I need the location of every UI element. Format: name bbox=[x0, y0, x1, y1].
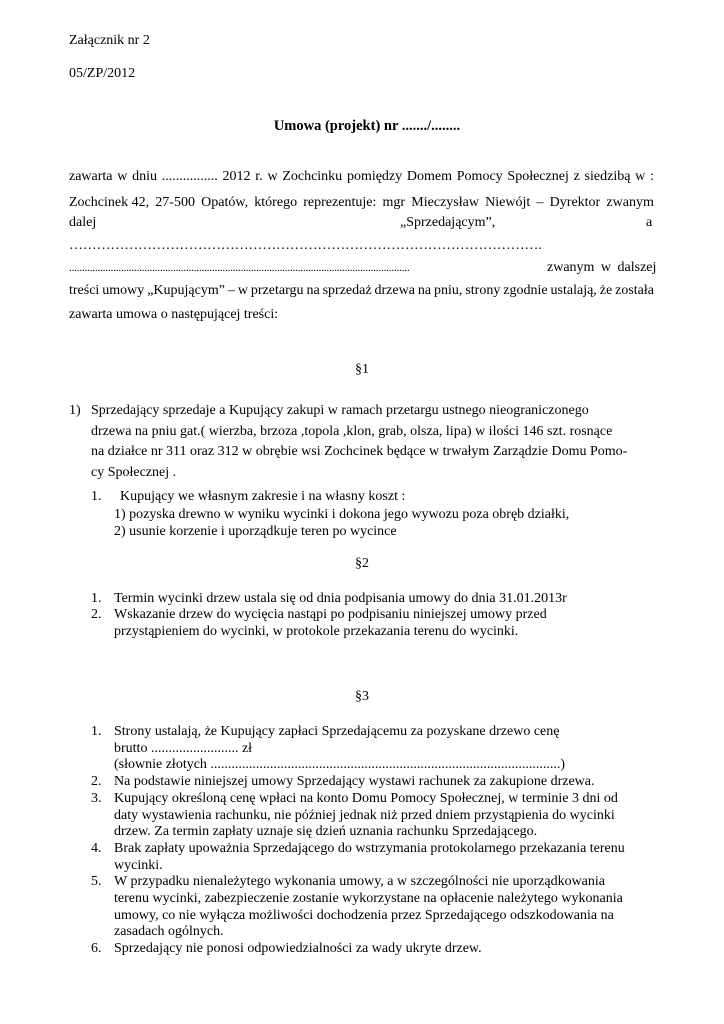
word: – bbox=[227, 283, 235, 298]
word: zwanym bbox=[606, 195, 654, 210]
word: treści bbox=[69, 283, 100, 298]
word: „Kupującym” bbox=[147, 283, 225, 298]
word: ustalają, bbox=[550, 283, 597, 298]
section-3-heading: §3 bbox=[355, 689, 369, 704]
word: reprezentuje: bbox=[303, 195, 377, 210]
word: pniu, bbox=[434, 283, 463, 298]
document-title: Umowa (projekt) nr ......./........ bbox=[273, 118, 461, 134]
section-3-item-line: Brak zapłaty upoważnia Sprzedającego do wstrzymania protokolarnego przekazania terenu bbox=[114, 841, 625, 856]
word: przetargu bbox=[250, 283, 304, 298]
word: Dyrektor bbox=[549, 195, 601, 210]
word: ................ bbox=[161, 169, 218, 184]
section-1-item-1-line: drzewa na pniu gat.( wierzba, brzoza ,topola ,klon, grab, olsza, lipa) w ilości 146 szt. rosnące bbox=[91, 424, 613, 439]
word: r. bbox=[255, 169, 263, 184]
section-1-item-2-line: 2) usunie korzenie i uporządkuje teren po wycince bbox=[114, 524, 397, 539]
word: na bbox=[417, 283, 432, 298]
intro-line-5-dots: ................................................................................................................................... bbox=[69, 262, 410, 274]
section-1-item-1-line: na działce nr 311 oraz 312 w obrębie wsi Zochcinek będące w trwałym Zarządzie Domu Pomo- bbox=[91, 444, 628, 459]
section-3-item-number: 6. bbox=[91, 941, 102, 956]
word: Pomocy bbox=[456, 169, 503, 184]
section-3-item-line: Na podstawie niniejszej umowy Sprzedający wystawi rachunek za zakupione drzewa. bbox=[114, 774, 595, 789]
section-2-item-line: przystąpieniem do wycinki, w protokole przekazania terenu do wycinki. bbox=[114, 624, 519, 639]
section-3-item-line: (słownie złotych ....................................................................................................) bbox=[114, 757, 566, 772]
section-3-item-number: 1. bbox=[91, 724, 102, 739]
section-2-item-number: 1. bbox=[91, 591, 102, 606]
section-3-item-number: 5. bbox=[91, 874, 102, 889]
section-1-item-2-line: Kupujący we własnym zakresie i na własny koszt : bbox=[120, 489, 406, 504]
attachment-label: Załącznik nr 2 bbox=[69, 33, 150, 48]
intro-line-6 bbox=[69, 283, 654, 299]
intro-line-1 bbox=[69, 169, 654, 185]
word: w bbox=[237, 283, 248, 298]
word: Domem bbox=[406, 169, 453, 184]
intro-line-3-middle: „Sprzedającym”, bbox=[400, 215, 496, 230]
section-3-item-line: W przypadku nienależytego wykonania umowy, a w szczególności nie uporządkowania bbox=[114, 874, 605, 889]
section-3-item-line: brutto ......................... zł bbox=[114, 741, 253, 756]
word: w bbox=[267, 169, 278, 184]
word: umowy bbox=[102, 283, 145, 298]
word: sprzedaż bbox=[322, 283, 372, 298]
intro-line-3-right: a bbox=[646, 215, 653, 230]
word: dniu bbox=[132, 169, 158, 184]
section-3-item-line: umowy, co nie wyłącza możliwości dochodzenia przez Sprzedającego odszkodowania na bbox=[114, 908, 614, 923]
word: Niewójt bbox=[485, 195, 531, 210]
section-3-item-line: drzew. Za termin zapłaty uznaje się dzień uznania rachunku Sprzedającego. bbox=[114, 824, 538, 839]
word: mgr bbox=[382, 195, 406, 210]
reference-number: 05/ZP/2012 bbox=[69, 66, 136, 81]
word: w bbox=[635, 169, 646, 184]
word: strony bbox=[465, 283, 501, 298]
word: w bbox=[117, 169, 128, 184]
word: 27-500 bbox=[155, 195, 195, 210]
section-1-item-1-line: cy Społecznej . bbox=[91, 465, 177, 480]
word: Mieczysław bbox=[411, 195, 479, 210]
section-3-item-line: Strony ustalają, że Kupujący zapłaci Sprzedającemu za pozyskane drzewo cenę bbox=[114, 724, 560, 739]
word: siedzibą bbox=[584, 169, 631, 184]
section-2-item-line: Termin wycinki drzew ustala się od dnia podpisania umowy do dnia 31.01.2013r bbox=[114, 591, 567, 606]
section-3-item-number: 2. bbox=[91, 774, 102, 789]
word: Społecznej bbox=[507, 169, 569, 184]
section-1-heading: §1 bbox=[355, 362, 369, 377]
word: drzewa bbox=[374, 283, 415, 298]
section-3-item-line: daty wystawienia rachunku, nie później jednak niż przed dniem przystąpienia do wycinki bbox=[114, 808, 615, 823]
word: : bbox=[650, 169, 654, 184]
intro-line-3-left: dalej bbox=[69, 215, 97, 230]
section-1-item-2-line: 1) pozyska drewno w wyniku wycinki i dokona jego wywozu poza obręb działki, bbox=[114, 507, 570, 522]
word: – bbox=[536, 195, 544, 210]
section-1-item-2-number: 1. bbox=[91, 489, 102, 504]
intro-line-5-right: zwanym w dalszej bbox=[547, 260, 657, 275]
intro-line-2 bbox=[69, 195, 654, 211]
section-3-item-line: zasadach ogólnych. bbox=[114, 924, 224, 939]
word: Opatów, bbox=[201, 195, 249, 210]
word: 2012 bbox=[222, 169, 251, 184]
section-3-item-number: 3. bbox=[91, 791, 102, 806]
section-3-item-number: 4. bbox=[91, 841, 102, 856]
section-2-heading: §2 bbox=[355, 556, 369, 571]
word: pomiędzy bbox=[346, 169, 403, 184]
section-1-item-1-number: 1) bbox=[69, 403, 81, 418]
word: zawarta bbox=[69, 169, 113, 184]
word: z bbox=[573, 169, 580, 184]
word: Zochcinek 42, bbox=[69, 195, 150, 210]
section-3-item-line: wycinki. bbox=[114, 858, 163, 873]
word: na bbox=[306, 283, 320, 298]
intro-line-4: …………………………………………………………………………………………. bbox=[69, 238, 542, 253]
section-2-item-line: Wskazanie drzew do wycięcia nastąpi po podpisaniu niniejszej umowy przed bbox=[114, 607, 547, 622]
word: zgodnie bbox=[503, 283, 548, 298]
section-2-item-number: 2. bbox=[91, 607, 102, 622]
intro-line-7: zawarta umowa o następującej treści: bbox=[69, 307, 279, 322]
section-3-item-line: terenu wycinki, zabezpieczenie zostanie wykorzystane na opłacenie należytego wykonania bbox=[114, 891, 623, 906]
word: którego bbox=[254, 195, 298, 210]
word: została bbox=[615, 283, 654, 298]
section-1-item-1-line: Sprzedający sprzedaje a Kupujący zakupi w ramach przetargu ustnego nieograniczonego bbox=[91, 403, 589, 418]
word: Zochcinku bbox=[282, 169, 343, 184]
word: że bbox=[599, 283, 613, 298]
section-3-item-line: Kupujący określoną cenę wpłaci na konto Domu Pomocy Społecznej, w terminie 3 dni od bbox=[114, 791, 618, 806]
section-3-item-line: Sprzedający nie ponosi odpowiedzialności za wady ukryte drzew. bbox=[114, 941, 482, 956]
